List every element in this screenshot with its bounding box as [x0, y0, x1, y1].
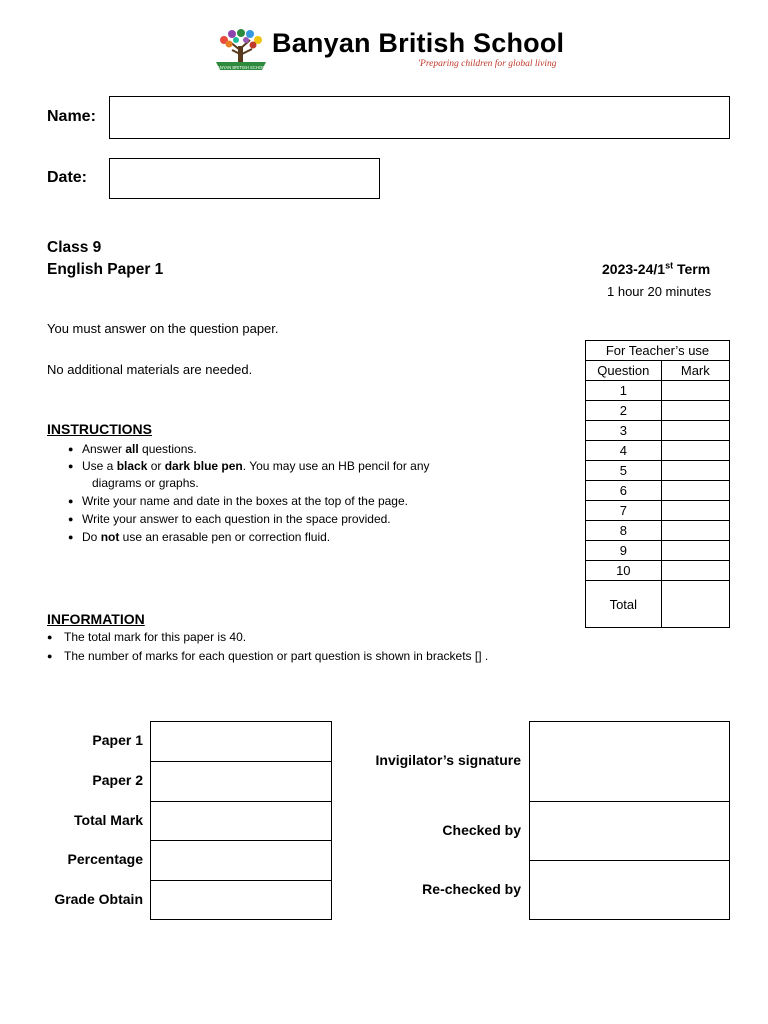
- bullet-icon: ●: [47, 651, 53, 661]
- information-item: ● The number of marks for each question or part question is shown in brackets [] .: [47, 649, 489, 663]
- score-field[interactable]: [150, 721, 332, 762]
- signature-field[interactable]: [529, 721, 730, 802]
- mark-cell[interactable]: [661, 521, 729, 541]
- svg-text:BANYAN BRITISH SCHOOL: BANYAN BRITISH SCHOOL: [214, 65, 268, 70]
- total-label: Total: [586, 581, 662, 628]
- school-motto: 'Preparing children for global living: [418, 59, 557, 69]
- score-field[interactable]: [150, 880, 332, 920]
- bullet-icon: ●: [68, 532, 74, 542]
- date-label: Date:: [47, 169, 88, 186]
- mark-cell[interactable]: [661, 481, 729, 501]
- teacher-table-total-row: [586, 581, 730, 628]
- signature-field[interactable]: [529, 860, 730, 920]
- teacher-table-row: [586, 521, 730, 541]
- teacher-table-row: [586, 541, 730, 561]
- mark-cell[interactable]: [661, 501, 729, 521]
- information-list: [47, 630, 567, 668]
- term-label: 2023-24/1st Term: [602, 260, 711, 277]
- question-number: 4: [586, 441, 662, 461]
- name-field[interactable]: [109, 96, 730, 139]
- signature-field[interactable]: [529, 801, 730, 861]
- mark-cell[interactable]: [661, 381, 729, 401]
- teacher-table-row: [586, 401, 730, 421]
- bullet-icon: ●: [68, 514, 74, 524]
- total-mark-cell[interactable]: [661, 581, 729, 628]
- question-number: 2: [586, 401, 662, 421]
- instruction-item: ● Do not use an erasable pen or correction fluid.: [68, 530, 331, 544]
- instruction-item: ● Write your name and date in the boxes at the top of the page.: [68, 494, 408, 508]
- mark-cell[interactable]: [661, 461, 729, 481]
- instruction-item: ● Use a black or dark blue pen. You may use an HB pencil for any: [68, 459, 430, 473]
- question-number: 5: [586, 461, 662, 481]
- date-field[interactable]: [109, 158, 380, 199]
- duration-label: 1 hour 20 minutes: [607, 284, 712, 299]
- score-label: Paper 1: [92, 732, 143, 748]
- teacher-table-row: [586, 421, 730, 441]
- information-item: ● The total mark for this paper is 40.: [47, 630, 247, 644]
- score-label: Grade Obtain: [54, 891, 143, 907]
- information-heading: INFORMATION: [47, 611, 145, 627]
- signature-label: Checked by: [442, 822, 521, 838]
- class-label: Class 9: [47, 239, 102, 256]
- question-number: 6: [586, 481, 662, 501]
- score-field[interactable]: [150, 761, 332, 802]
- score-field[interactable]: [150, 840, 332, 881]
- signature-label: Invigilator’s signature: [375, 752, 521, 768]
- instruction-item: ● Write your answer to each question in the space provided.: [68, 512, 391, 526]
- mark-cell[interactable]: [661, 401, 729, 421]
- bullet-icon: ●: [68, 496, 74, 506]
- bullet-icon: ●: [68, 444, 74, 454]
- logo-ribbon: [212, 62, 270, 72]
- no-materials-note: No additional materials are needed.: [47, 362, 253, 377]
- question-number: 8: [586, 521, 662, 541]
- question-number: 9: [586, 541, 662, 561]
- teacher-table-row: [586, 561, 730, 581]
- question-number: 7: [586, 501, 662, 521]
- school-name: Banyan British School: [272, 28, 565, 58]
- teacher-use-table: [585, 340, 730, 628]
- mark-column-header: Mark: [661, 361, 729, 381]
- answer-on-paper-note: You must answer on the question paper.: [47, 321, 279, 336]
- instructions-list: [68, 442, 488, 548]
- bullet-icon: ●: [47, 632, 53, 642]
- instruction-item: ● Answer all questions.: [68, 442, 197, 456]
- question-column-header: Question: [586, 361, 662, 381]
- instructions-heading: INSTRUCTIONS: [47, 421, 152, 437]
- teacher-table-row: [586, 381, 730, 401]
- teacher-table-row: [586, 461, 730, 481]
- name-label: Name:: [47, 108, 96, 125]
- score-label: Total Mark: [74, 812, 143, 828]
- mark-cell[interactable]: [661, 541, 729, 561]
- mark-cell[interactable]: [661, 421, 729, 441]
- question-number: 1: [586, 381, 662, 401]
- subject-label: English Paper 1: [47, 261, 164, 278]
- signature-label: Re-checked by: [422, 881, 521, 897]
- teacher-table-title: For Teacher’s use: [586, 341, 730, 361]
- score-label: Paper 2: [92, 772, 143, 788]
- instruction-item-continuation: diagrams or graphs.: [92, 476, 199, 490]
- question-number: 3: [586, 421, 662, 441]
- teacher-table-row: [586, 441, 730, 461]
- score-field[interactable]: [150, 801, 332, 841]
- mark-cell[interactable]: [661, 561, 729, 581]
- mark-cell[interactable]: [661, 441, 729, 461]
- score-label: Percentage: [67, 851, 143, 867]
- question-number: 10: [586, 561, 662, 581]
- bullet-icon: ●: [68, 461, 74, 471]
- teacher-table-row: [586, 501, 730, 521]
- teacher-table-row: [586, 481, 730, 501]
